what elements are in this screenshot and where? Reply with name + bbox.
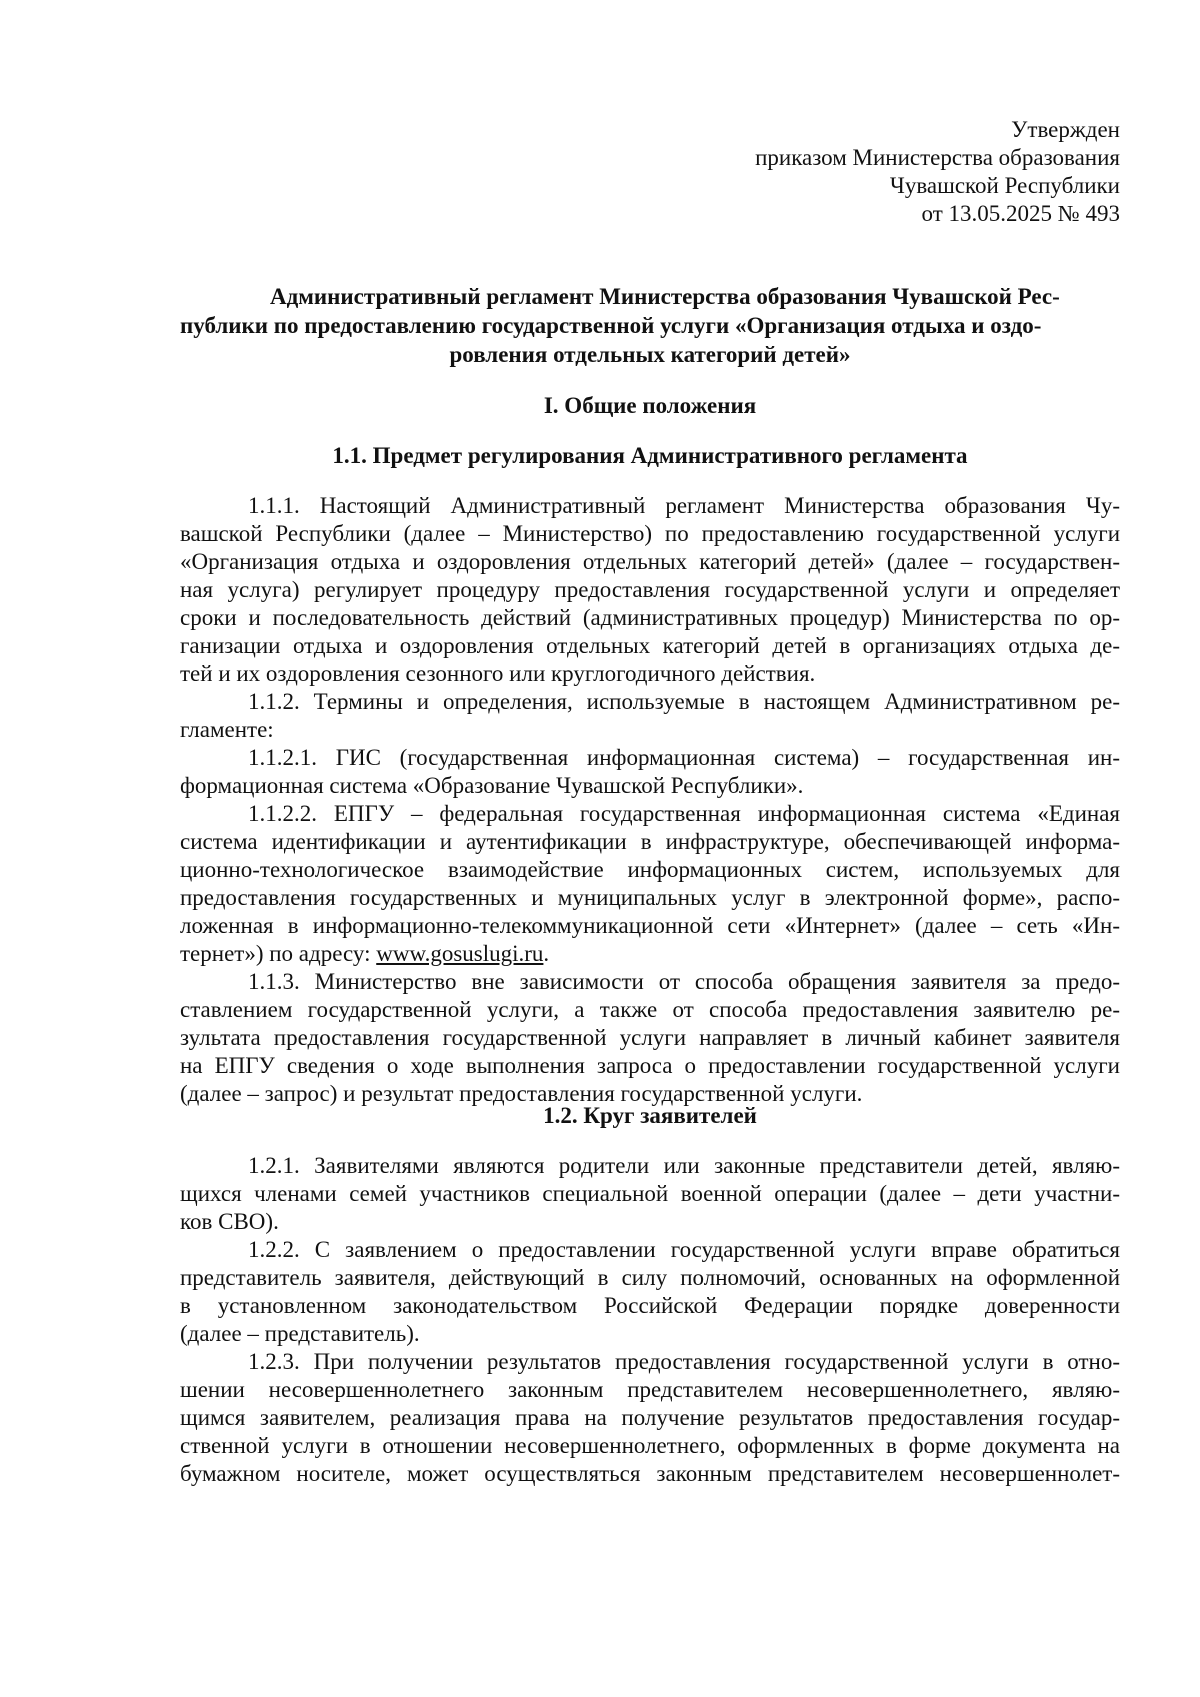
text-line: ставлением государственной услуги, а также от способа предоставления заявителю ре- (180, 997, 1120, 1022)
paragraph-1-2-3 (180, 1348, 1120, 1488)
text-line: 1.2.3. При получении результатов предоставления государственной услуги в отно- (248, 1349, 1120, 1374)
text-line: вашской Республики (далее – Министерство) по предоставлению государственной услуги (180, 521, 1120, 546)
approval-status: Утвержден (1011, 117, 1120, 142)
text-line: 1.2.2. С заявлением о предоставлении государственной услуги вправе обратиться (248, 1237, 1120, 1262)
approval-block (755, 116, 1120, 228)
text-line: формационная система «Образование Чувашской Республики». (180, 773, 804, 798)
text-line: в установленном законодательством Российской Федерации порядке доверенности (180, 1293, 1120, 1318)
text-line: шении несовершеннолетнего законным представителем несовершеннолетнего, являю- (180, 1377, 1120, 1402)
section-heading: I. Общие положения (543, 393, 757, 418)
document-title (180, 282, 1120, 369)
text-line: (далее – запрос) и результат предоставления государственной услуги. (180, 1081, 863, 1106)
text-line: ганизации отдыха и оздоровления отдельных категорий детей в организациях отдыха де- (180, 633, 1120, 658)
text-line: гламенте: (180, 717, 274, 742)
approval-republic: Чувашской Республики (889, 173, 1120, 198)
paragraph-1-2-1 (180, 1152, 1120, 1236)
text-line: 1.1.1. Настоящий Административный регламент Министерства образования Чу- (248, 493, 1120, 518)
text-fragment: . (543, 941, 550, 966)
paragraph-1-1-3 (180, 968, 1120, 1108)
text-line: 1.1.2.2. ЕПГУ – федеральная государственная информационная система «Единая (248, 801, 1120, 826)
text-fragment: тернет») по адресу: (180, 941, 377, 966)
title-line: ровления отдельных категорий детей» (449, 342, 851, 367)
text-line (180, 940, 1120, 968)
text-line: предоставления государственных и муниципальных услуг в электронной форме», распо- (180, 885, 1120, 910)
text-line: ционно-технологическое взаимодействие информационных систем, используемых для (180, 857, 1120, 882)
paragraph-1-1-2-2 (180, 800, 1120, 968)
text-line: щихся членами семей участников специальной военной операции (далее – дети участни- (180, 1181, 1120, 1206)
subsection-heading: 1.2. Круг заявителей (543, 1103, 757, 1128)
approval-order: приказом Министерства образования (755, 145, 1120, 170)
text-line: (далее – представитель). (180, 1321, 420, 1346)
text-line: представитель заявителя, действующий в силу полномочий, основанных на оформленной (180, 1265, 1120, 1290)
text-line: бумажном носителе, может осуществляться законным представителем несовершеннолет- (180, 1461, 1120, 1486)
text-line: сроки и последовательность действий (административных процедур) Министерства по ор- (180, 605, 1120, 630)
text-line: ная услуга) регулирует процедуру предоставления государственной услуги и определяет (180, 577, 1120, 602)
text-line: 1.1.3. Министерство вне зависимости от способа обращения заявителя за предо- (248, 969, 1120, 994)
text-line: тей и их оздоровления сезонного или круглогодичного действия. (180, 661, 816, 686)
paragraph-1-1-2-1 (180, 744, 1120, 800)
text-line: ложенная в информационно-телекоммуникационной сети «Интернет» (далее – сеть «Ин- (180, 913, 1120, 938)
text-line: ственной услуги в отношении несовершеннолетнего, оформленных в форме документа на (180, 1433, 1120, 1458)
text-line: 1.1.2.1. ГИС (государственная информационная система) – государственная ин- (248, 745, 1120, 770)
title-line: Административный регламент Министерства образования Чувашской Рес- (270, 284, 1060, 309)
paragraph-1-1-2 (180, 688, 1120, 744)
text-line: 1.2.1. Заявителями являются родители или законные представители детей, являю- (248, 1153, 1120, 1178)
approval-date-number: от 13.05.2025 № 493 (921, 201, 1120, 226)
text-line: ков СВО). (180, 1209, 279, 1234)
gosuslugi-link[interactable]: www.gosuslugi.ru (376, 941, 544, 966)
title-line: публики по предоставлению государственной услуги «Организация отдыха и оздо- (180, 313, 1042, 338)
text-line: на ЕПГУ сведения о ходе выполнения запроса о предоставлении государственной услуги (180, 1053, 1120, 1078)
text-line: щимся заявителем, реализация права на получение результатов предоставления государ- (180, 1405, 1120, 1430)
text-line: зультата предоставления государственной услуги направляет в личный кабинет заявителя (180, 1025, 1120, 1050)
paragraph-1-1-1 (180, 492, 1120, 688)
text-line: система идентификации и аутентификации в инфраструктуре, обеспечивающей информа- (180, 829, 1120, 854)
paragraph-1-2-2 (180, 1236, 1120, 1348)
subsection-heading: 1.1. Предмет регулирования Административного регламента (332, 443, 968, 468)
text-line: 1.1.2. Термины и определения, используемые в настоящем Административном ре- (248, 689, 1120, 714)
text-line: «Организация отдыха и оздоровления отдельных категорий детей» (далее – государствен- (180, 549, 1120, 574)
